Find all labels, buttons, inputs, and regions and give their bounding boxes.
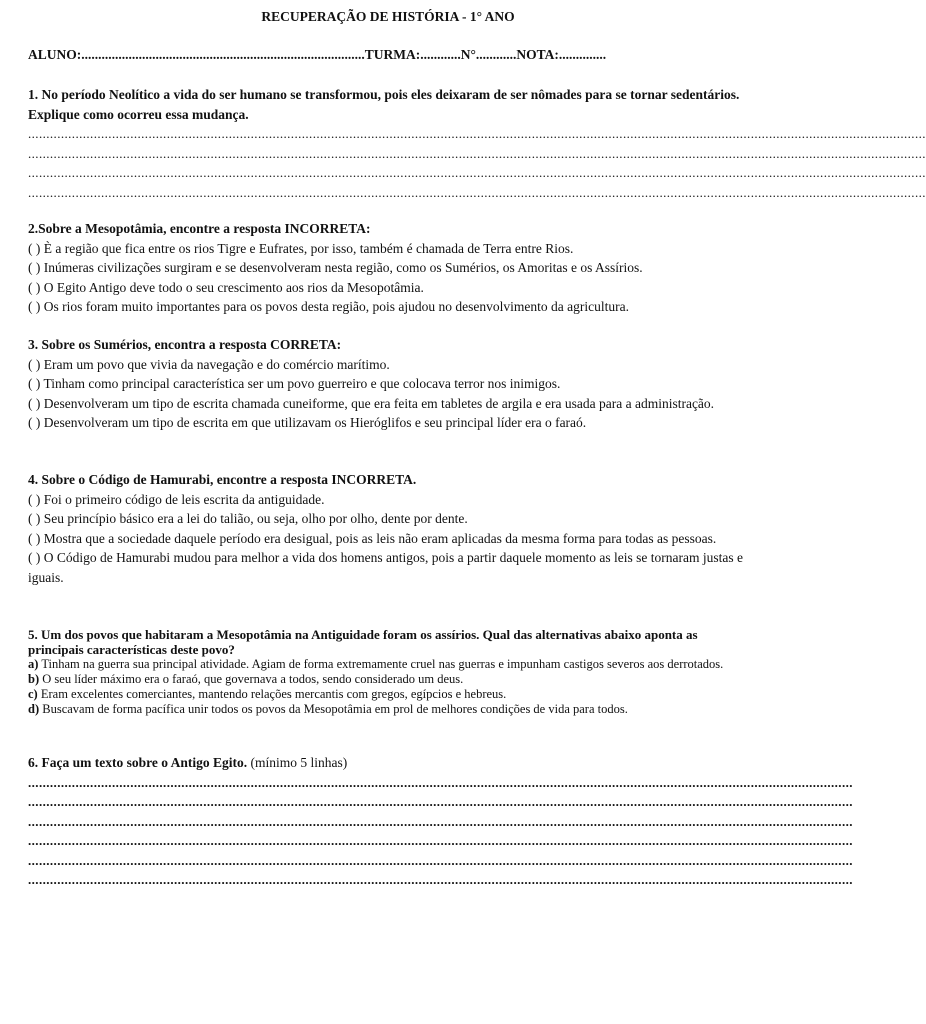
answer-line[interactable]: ...................................................................................................................................................................................................................................................... bbox=[28, 126, 926, 141]
answer-line[interactable]: .................................................................................................................................................................................................................................. bbox=[28, 774, 853, 790]
option-a[interactable] bbox=[28, 657, 748, 672]
question-2 bbox=[28, 219, 748, 317]
option-d[interactable] bbox=[28, 702, 748, 717]
answer-line[interactable]: ...................................................................................................................................................................................................................................................... bbox=[28, 184, 926, 200]
question-4-text: 4. Sobre o Código de Hamurabi, encontre a resposta INCORRETA. bbox=[28, 472, 417, 487]
answer-line[interactable]: .................................................................................................................................................................................................................................. bbox=[28, 794, 853, 809]
option-text: Buscavam de forma pacífica unir todos os povos da Mesopotâmia em prol de melhores condições de vida para todos. bbox=[39, 702, 628, 716]
option-item[interactable]: ( ) Tinham como principal característica ser um povo guerreiro e que colocava terror nos inimigos. bbox=[28, 376, 561, 391]
question-2-text: 2.Sobre a Mesopotâmia, encontre a resposta INCORRETA: bbox=[28, 221, 371, 236]
question-5-text: 5. Um dos povos que habitaram a Mesopotâmia na Antiguidade foram os assírios. Qual das alternativas abaixo aponta as principais características deste povo? bbox=[28, 627, 698, 657]
question-6 bbox=[28, 753, 853, 890]
question-1-text: 1. No período Neolítico a vida do ser humano se transformou, pois eles deixaram de ser nômades para se tornar sedentários. Explique como ocorreu essa mudança. bbox=[28, 87, 740, 122]
option-item[interactable]: ( ) Desenvolveram um tipo de escrita chamada cuneiforme, que era feita em tabletes de argila e era usada para a administração. bbox=[28, 395, 715, 411]
option-item[interactable]: ( ) Mostra que a sociedade daquele período era desigual, pois as leis não eram aplicadas da mesma forma para todas as pessoas. bbox=[28, 530, 717, 546]
question-4 bbox=[28, 470, 748, 587]
question-5 bbox=[28, 627, 748, 717]
option-item[interactable]: ( ) Foi o primeiro código de leis escrita da antiguidade. bbox=[28, 491, 325, 507]
option-item[interactable]: ( ) È a região que fica entre os rios Tigre e Eufrates, por isso, também é chamada de Terra entre Rios. bbox=[28, 240, 574, 256]
question-6-text bbox=[28, 753, 748, 773]
option-letter: c) bbox=[28, 687, 38, 701]
answer-line[interactable]: ...................................................................................................................................................................................................................................................... bbox=[28, 165, 926, 180]
option-text: O seu líder máximo era o faraó, que governava a todos, sendo considerado um deus. bbox=[39, 672, 464, 686]
option-item[interactable]: ( ) Seu princípio básico era a lei do talião, ou seja, olho por olho, dente por dente. bbox=[28, 511, 468, 526]
question-6-note: (mínimo 5 linhas) bbox=[247, 755, 348, 770]
question-3-text: 3. Sobre os Sumérios, encontra a resposta CORRETA: bbox=[28, 337, 342, 352]
option-item[interactable]: ( ) Eram um povo que vivia da navegação e do comércio marítimo. bbox=[28, 356, 390, 372]
option-text: Tinham na guerra sua principal atividade. Agiam de forma extremamente cruel nas guerras e impunham castigos severos aos derrotados. bbox=[38, 657, 724, 671]
question-6-title: 6. Faça um texto sobre o Antigo Egito. bbox=[28, 755, 248, 770]
answer-line[interactable]: ...................................................................................................................................................................................................................................................... bbox=[28, 145, 926, 161]
question-3 bbox=[28, 335, 748, 433]
question-1 bbox=[28, 85, 926, 202]
student-info-line: ALUNO:....................................................................................TURMA:............N°............NOTA:.............. bbox=[28, 47, 607, 62]
option-c[interactable] bbox=[28, 687, 748, 702]
option-letter: b) bbox=[28, 672, 40, 686]
answer-line[interactable]: .................................................................................................................................................................................................................................. bbox=[28, 872, 853, 887]
answer-line[interactable]: .................................................................................................................................................................................................................................. bbox=[28, 813, 853, 829]
option-letter: a) bbox=[28, 657, 39, 671]
option-item[interactable]: ( ) O Código de Hamurabi mudou para melhor a vida dos homens antigos, pois a partir daquele momento as leis se tornaram justas e iguais. bbox=[28, 550, 743, 585]
option-b[interactable] bbox=[28, 672, 748, 687]
page-title: RECUPERAÇÃO DE HISTÓRIA - 1° ANO bbox=[261, 9, 515, 24]
option-item[interactable]: ( ) Inúmeras civilizações surgiram e se desenvolveram nesta região, como os Sumérios, os Amoritas e os Assírios. bbox=[28, 260, 643, 275]
option-item[interactable]: ( ) O Egito Antigo deve todo o seu crescimento aos rios da Mesopotâmia. bbox=[28, 279, 424, 295]
option-item[interactable]: ( ) Os rios foram muito importantes para os povos desta região, pois ajudou no desenvolvimento da agricultura. bbox=[28, 299, 629, 314]
option-item[interactable]: ( ) Desenvolveram um tipo de escrita em que utilizavam os Hieróglifos e seu principal líder era o faraó. bbox=[28, 415, 587, 430]
option-text: Eram excelentes comerciantes, mantendo relações mercantis com gregos, egípcios e hebreus. bbox=[37, 687, 507, 701]
option-letter: d) bbox=[28, 702, 40, 716]
answer-line[interactable]: .................................................................................................................................................................................................................................. bbox=[28, 833, 853, 848]
answer-line[interactable]: .................................................................................................................................................................................................................................. bbox=[28, 852, 853, 868]
